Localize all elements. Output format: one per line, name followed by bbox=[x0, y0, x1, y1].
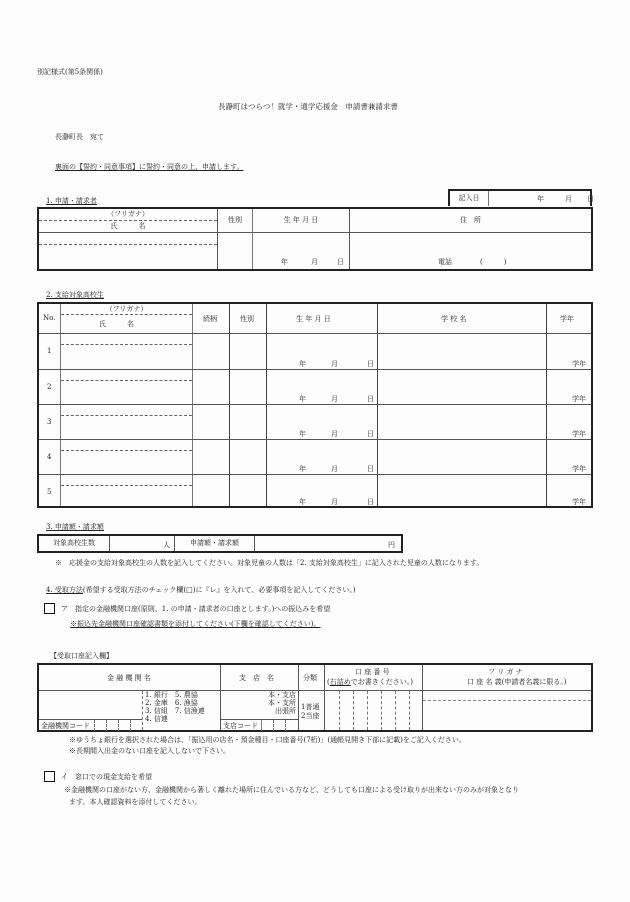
section3-note: ※ 応援金の支給対象高校生の人数を記入してください。対象児童の人数は「2. 支給対象高校生」に記入された児童の人数になります。 bbox=[55, 559, 484, 567]
entry-date-label: 記入日 bbox=[450, 191, 489, 206]
branch-name-field[interactable]: 本・支店 本・支所 出張所 bbox=[268, 691, 296, 715]
branch-code-field[interactable] bbox=[261, 720, 298, 731]
section1-title: 1. 申請・請求者 bbox=[46, 197, 97, 205]
gender-header: 性別 bbox=[240, 315, 254, 323]
section2-title: 2. 支給対象高校生 bbox=[46, 291, 104, 299]
name-header: 氏 名 bbox=[99, 320, 134, 328]
applicant-birthdate-field[interactable]: 年 月 日 bbox=[281, 258, 344, 266]
birthdate-header: 生 年 月 日 bbox=[253, 209, 349, 233]
gender-header: 性別 bbox=[218, 209, 252, 233]
document-title: 長瀞町はつらつ！就学・通学応援金 申請書兼請求書 bbox=[218, 102, 398, 111]
applicant-furigana-field[interactable] bbox=[39, 233, 217, 245]
holder-kana-field[interactable] bbox=[423, 691, 591, 701]
address-header: 住 所 bbox=[350, 209, 591, 233]
applicant-name-field[interactable] bbox=[39, 245, 217, 271]
bank-name-header: 金 融 機 関 名 bbox=[107, 674, 151, 682]
option-a-checkbox[interactable] bbox=[44, 603, 55, 614]
student-row[interactable]: 5 年 月 日 学年 bbox=[39, 475, 591, 506]
phone-field[interactable]: ( ) bbox=[480, 258, 507, 266]
branch-name-header: 支 店 名 bbox=[239, 674, 274, 682]
option-a-label: ア 指定の金融機関口座(原則、1. の申請・請求者の口座とします。)への振込みを希望 bbox=[61, 605, 331, 613]
bank-code-row: 金融機関コード bbox=[39, 719, 142, 731]
holder-name-field[interactable] bbox=[423, 701, 591, 730]
relation-header: 続柄 bbox=[203, 315, 217, 323]
holder-header: 口 座 名 義(申請者名義に限る。) bbox=[467, 678, 567, 686]
bank-code-field[interactable] bbox=[94, 720, 142, 731]
grade-header: 学年 bbox=[560, 315, 574, 323]
amount-label: 申請額・請求額 bbox=[175, 536, 255, 551]
section4-title: 4. 受取方法 bbox=[46, 586, 83, 594]
form-reference: 別記様式(第5条関係) bbox=[37, 68, 103, 76]
student-row[interactable]: 2 年 月 日 学年 bbox=[39, 370, 591, 405]
furigana-header: （フリガナ） bbox=[61, 304, 192, 315]
student-row[interactable]: 4 年 月 日 学年 bbox=[39, 440, 591, 475]
option-b-note-line1: ※金融機関の口座がない方、金融機関から著しく離れた場所に住んでいる方など、どうしても口座による受け取りが出来ない方のみが対象となり bbox=[64, 786, 519, 794]
section3-title: 3. 申請額・請求額 bbox=[46, 523, 104, 531]
students-table bbox=[37, 302, 593, 508]
school-header: 学 校 名 bbox=[441, 315, 467, 323]
entry-date-box bbox=[448, 189, 592, 206]
birthdate-header: 生 年 月 日 bbox=[296, 315, 331, 323]
addressee: 長瀞町長 宛て bbox=[55, 133, 104, 141]
section4-title-note: (希望する受取方法のチェック欄(□)に『レ』を入れて、必要事項を記入してください。) bbox=[82, 586, 356, 594]
pledge-statement: 裏面の【誓約・同意事項】に誓約・同意の上、申請します。 bbox=[55, 163, 244, 171]
no-header: No. bbox=[43, 314, 56, 322]
option-a-note: ※振込先金融機関口座確認書類を添付してください(下欄を確認してください)。 bbox=[70, 620, 321, 628]
applicant-table bbox=[37, 207, 593, 271]
option-b-note-line2: ます。本人確認資料を添付してください。 bbox=[69, 798, 202, 806]
category-header: 分類 bbox=[303, 674, 317, 682]
student-count-field[interactable]: 人 bbox=[110, 536, 175, 551]
yucho-note: ※ゆうちょ銀行を選択された場合は、「振込用の店名・預金種目・口座番号(7桁)」(通帳見開き下部に記載)をご記入ください。 bbox=[69, 736, 466, 744]
amount-field[interactable]: 円 bbox=[388, 541, 395, 549]
dormant-account-note: ※長期間入出金のない口座を記入しないで下さい。 bbox=[69, 747, 230, 755]
account-table bbox=[37, 663, 593, 732]
section4-heading bbox=[46, 585, 356, 595]
account-box-title: 【受取口座記入欄】 bbox=[50, 652, 113, 660]
applicant-address-field[interactable] bbox=[350, 233, 591, 270]
student-row[interactable]: 1 年 月 日 学年 bbox=[39, 334, 591, 370]
student-count-label: 対象高校生数 bbox=[39, 536, 110, 551]
entry-date-field[interactable]: 年 月 日 bbox=[537, 195, 594, 203]
account-number-field[interactable] bbox=[325, 691, 422, 730]
bank-type-list: 1. 銀行 5. 農協 2. 金庫 6. 漁協 3. 信組 7. 信漁連 4. 信連 bbox=[145, 691, 205, 723]
branch-code-row: 支店コード bbox=[221, 719, 298, 731]
amount-table bbox=[37, 534, 403, 553]
option-b-checkbox[interactable] bbox=[44, 771, 55, 782]
phone-label: 電話 bbox=[438, 258, 452, 266]
category-options[interactable]: 1普通 2当座 bbox=[301, 703, 320, 720]
applicant-gender-field[interactable] bbox=[218, 233, 252, 270]
account-number-note: (右詰めでお書きください。) bbox=[327, 678, 413, 686]
option-b-label: イ 窓口での現金支給を希望 bbox=[61, 773, 152, 781]
student-row[interactable]: 3 年 月 日 学年 bbox=[39, 405, 591, 440]
name-header: 氏 名 bbox=[39, 221, 217, 233]
account-number-header: 口 座 番 号 bbox=[355, 668, 390, 676]
kana-header: フ リ ガ ナ bbox=[488, 668, 523, 676]
furigana-header: （フリガナ） bbox=[39, 209, 217, 221]
bank-name-field[interactable] bbox=[39, 691, 142, 718]
